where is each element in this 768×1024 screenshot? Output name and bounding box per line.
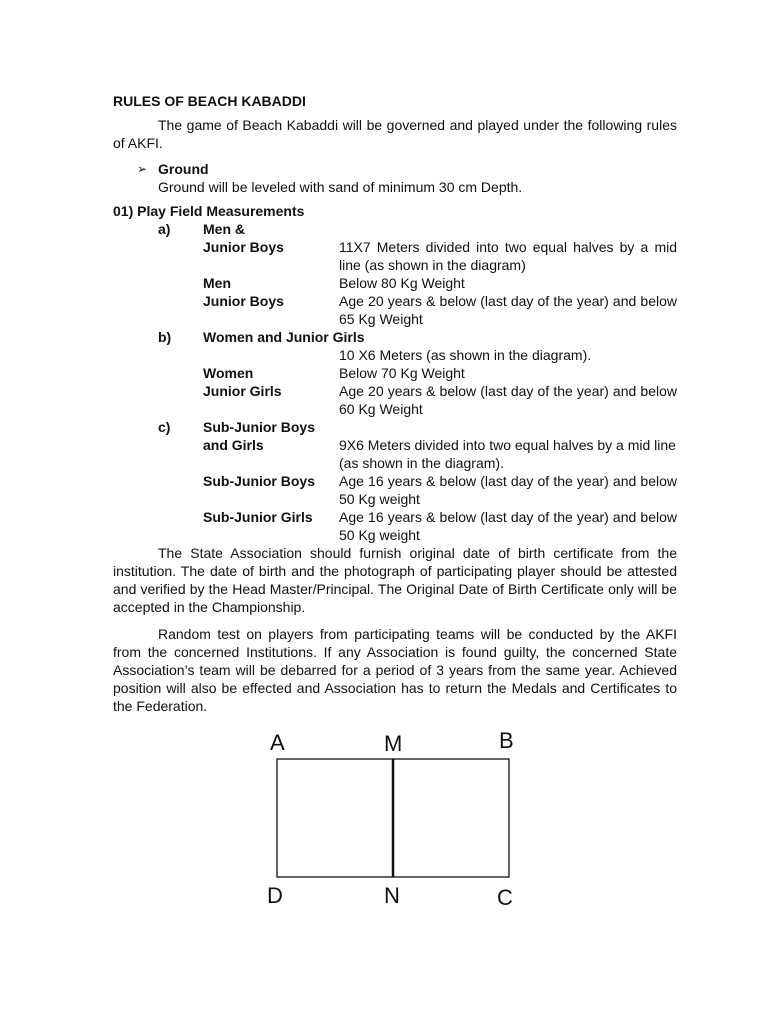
junior-boys-label: Junior Boys [203,293,284,309]
category-c-label: Sub-Junior Boys [203,419,316,435]
document-body [113,92,677,715]
ground-text: Ground will be leveled with sand of minimum 30 cm Depth. [158,179,523,195]
junior-girls-row [113,382,677,418]
junior-girls-label: Junior Girls [203,383,282,399]
category-c-letter: c) [158,419,171,435]
junior-boys-row [113,292,677,328]
junior-girls-text: Age 20 years & below (last day of the year) and below 60 Kg Weight [339,383,677,417]
category-b-header [113,328,677,346]
category-a-row [113,238,677,274]
category-b-row [113,346,677,364]
junior-boys-text: Age 20 years & below (last day of the year) and below 65 Kg Weight [339,293,677,327]
category-a-label-2: Junior Boys [203,239,284,255]
sub-junior-girls-row [113,508,677,544]
arrow-bullet-icon: ➢ [137,162,148,176]
sub-junior-girls-label: Sub-Junior Girls [203,509,313,525]
women-row [113,364,677,382]
page-title: RULES OF BEACH KABADDI [113,93,306,109]
mid-label-n: N [384,883,400,908]
women-label: Women [203,365,254,381]
women-text: Below 70 Kg Weight [339,365,465,381]
corner-label-d: D [267,883,283,908]
section-heading: 01) Play Field Measurements [113,203,305,219]
category-b-desc: 10 X6 Meters (as shown in the diagram). [339,347,592,363]
category-c-row [113,436,677,472]
men-text: Below 80 Kg Weight [339,275,465,291]
category-a-label: Men & [203,221,245,237]
men-row [113,274,677,292]
random-test-paragraph: Random test on players from participating teams will be conducted by the AKFI from the concerned Institutions. If any Association is found guilty, the concerned State Association’s team will be debarred for a period of 3 years from the same year. Achieved position will also be effected and Association has to return the Medals and Certificates to the Federation. [113,626,677,714]
category-b-letter: b) [158,329,172,345]
ground-bullet [113,160,677,178]
category-b-label: Women and Junior Girls [203,329,365,345]
category-c-desc: 9X6 Meters divided into two equal halves by a mid line (as shown in the diagram). [339,437,676,471]
sub-junior-girls-text: Age 16 years & below (last day of the year) and below 50 Kg weight [339,509,677,543]
category-c-header [113,418,677,436]
corner-label-a: A [270,730,285,755]
category-a-desc: 11X7 Meters divided into two equal halves by a mid line (as shown in the diagram) [339,239,677,273]
corner-label-b: B [499,728,514,753]
category-a-header [113,220,677,238]
sub-junior-boys-label: Sub-Junior Boys [203,473,316,489]
field-rectangle [277,759,509,877]
sub-junior-boys-row [113,472,677,508]
ground-heading: Ground [158,161,209,177]
category-a-letter: a) [158,221,171,237]
men-label: Men [203,275,231,291]
sub-junior-boys-text: Age 16 years & below (last day of the year) and below 50 Kg weight [339,473,677,507]
mid-label-m: M [384,731,403,756]
category-c-label-2: and Girls [203,437,264,453]
state-association-paragraph: The State Association should furnish original date of birth certificate from the institution. The date of birth and the photograph of participating player should be attested and verified by the Head Master/Principal. The Original Date of Birth Certificate only will be accepted in the Championship. [113,545,677,615]
intro-paragraph: The game of Beach Kabaddi will be governed and played under the following rules of AKFI. [113,117,677,151]
corner-label-c: C [497,885,513,910]
